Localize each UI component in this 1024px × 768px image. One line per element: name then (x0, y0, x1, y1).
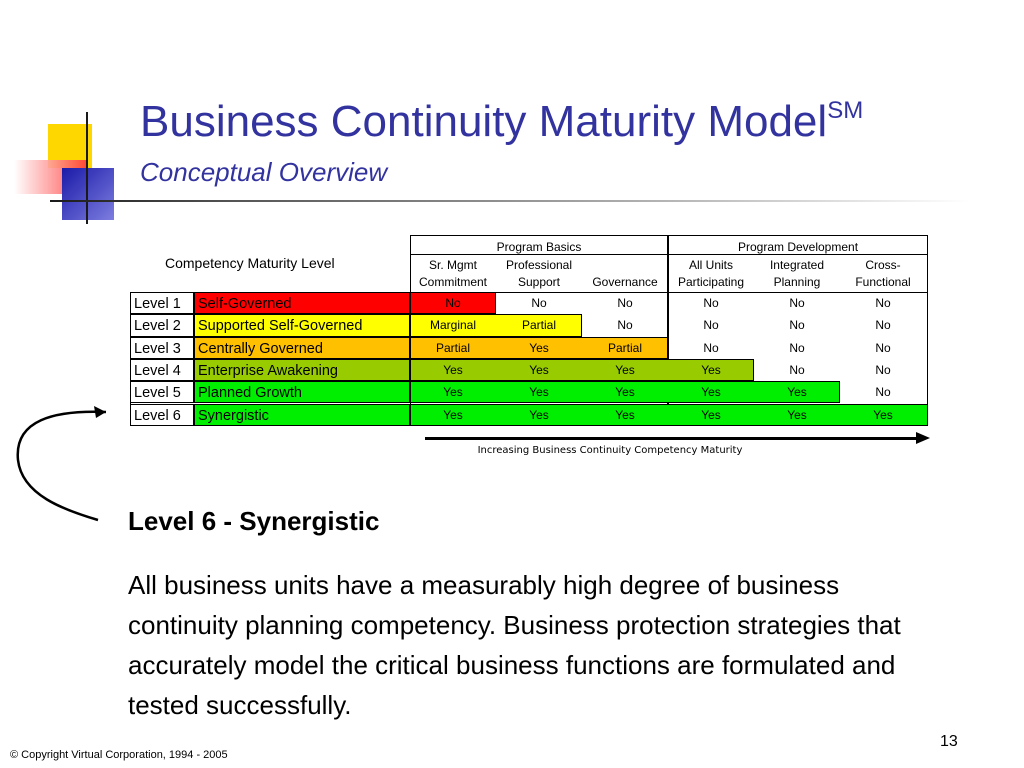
matrix-cell: Yes (529, 407, 549, 422)
matrix-cell: Partial (521, 318, 556, 333)
matrix-cell: Yes (443, 362, 463, 377)
column-header-line2: Governance (592, 275, 658, 289)
maturity-matrix (130, 235, 918, 426)
matrix-cell: Yes (701, 362, 721, 377)
content-heading: Level 6 - Synergistic (128, 506, 380, 536)
matrix-cell: No (617, 318, 633, 333)
matrix-cell: Partial (435, 340, 470, 355)
column-header-line1: Cross- (865, 258, 901, 272)
title-underline (50, 200, 970, 202)
arrow-caption: Increasing Business Continuity Competency Maturity (477, 445, 743, 456)
level-number: Level 1 (130, 292, 194, 314)
column-header-line1: Integrated (769, 258, 825, 272)
matrix-cell: Yes (529, 362, 549, 377)
level-number: Level 5 (130, 381, 194, 403)
matrix-cell: No (875, 296, 891, 310)
slide-title: Business Continuity Maturity Model℠ (140, 97, 864, 146)
matrix-cell: No (875, 362, 891, 377)
level-name: Planned Growth (194, 381, 410, 403)
level-number: Level 4 (130, 359, 194, 381)
column-header-line1: Professional (505, 258, 573, 272)
level-number: Level 3 (130, 337, 194, 359)
copyright-notice: © Copyright Virtual Corporation, 1994 - 2005 (10, 749, 228, 761)
matrix-cell: No (789, 318, 805, 333)
level-name: Enterprise Awakening (194, 359, 410, 381)
column-header-line2: Functional (855, 275, 911, 289)
column-header-line2: Support (517, 275, 561, 289)
matrix-cell: Yes (615, 407, 635, 422)
group-header: Program Development (737, 240, 859, 254)
matrix-cell: No (445, 296, 461, 310)
service-mark: SM (827, 97, 864, 124)
matrix-cell: Yes (615, 385, 635, 400)
logo-blue-square (62, 168, 114, 220)
matrix-cell: Yes (701, 407, 721, 422)
matrix-cell: Yes (787, 407, 807, 422)
level-name: Supported Self-Governed (194, 314, 410, 336)
level-name: Centrally Governed (194, 337, 410, 359)
column-header-line2: Participating (677, 275, 745, 289)
matrix-cell: Yes (615, 362, 635, 377)
rows-frame (130, 292, 928, 426)
level-number: Level 6 (130, 404, 194, 426)
level-name: Synergistic (194, 404, 410, 426)
curved-arrow-icon (14, 400, 124, 530)
matrix-cell: No (531, 296, 547, 310)
matrix-cell: Yes (443, 407, 463, 422)
page-number: 13 (940, 733, 958, 750)
matrix-cell: No (875, 318, 891, 333)
group-header: Program Basics (496, 240, 582, 254)
matrix-cell: No (703, 340, 719, 355)
row-header-label: Competency Maturity Level (165, 255, 335, 271)
matrix-cell: No (875, 340, 891, 355)
matrix-cell: Yes (873, 407, 893, 422)
matrix-cell: Partial (607, 340, 642, 355)
column-header-line1: Sr. Mgmt (428, 258, 477, 272)
arrow-head-icon (916, 432, 930, 444)
matrix-cell: Yes (701, 385, 721, 400)
matrix-cell: Yes (443, 385, 463, 400)
matrix-cell: No (617, 296, 633, 310)
matrix-cell: Yes (529, 340, 549, 355)
slide-subtitle: Conceptual Overview (140, 157, 388, 187)
level-number: Level 2 (130, 314, 194, 336)
level-name: Self-Governed (194, 292, 410, 314)
matrix-cell: No (789, 362, 805, 377)
matrix-cell: No (789, 296, 805, 310)
column-header-line2: Commitment (418, 275, 487, 289)
matrix-cell: No (875, 385, 891, 400)
matrix-cell: Yes (529, 385, 549, 400)
matrix-cell: No (703, 318, 719, 333)
matrix-cell: No (703, 296, 719, 310)
maturity-arrow (425, 437, 920, 440)
logo-vertical-line (86, 112, 88, 224)
matrix-cell: Marginal (429, 318, 477, 333)
column-header-line1: All Units (688, 258, 733, 272)
matrix-cell: No (789, 340, 805, 355)
matrix-cell: Yes (787, 385, 807, 400)
column-header-line2: Planning (773, 275, 821, 289)
content-paragraph: All business units have a measurably high degree of business continuity planning competency. Business protection strategies that accurately model the critical business functions are formulated and tested successfully. (128, 570, 901, 720)
